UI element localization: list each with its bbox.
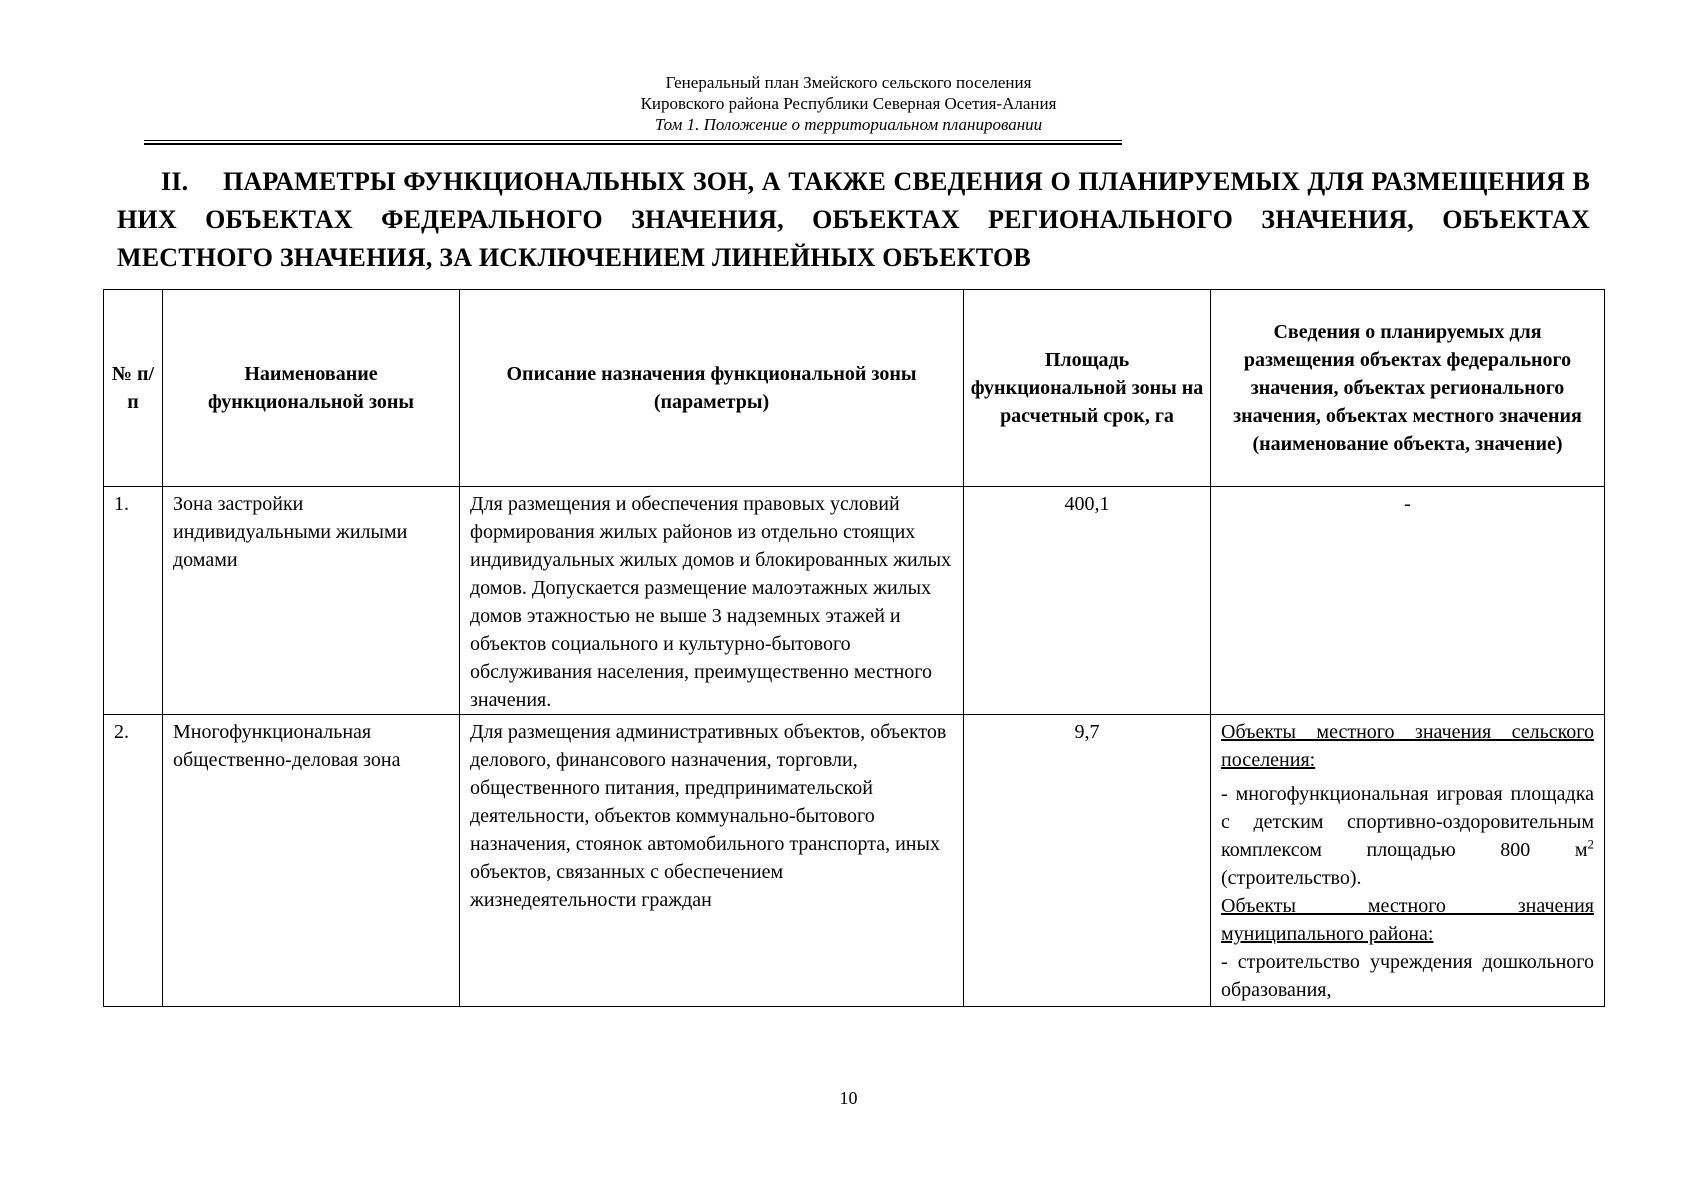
objects-item-preschool: - строительство учреждения дошкольного образования,: [1221, 951, 1594, 1001]
page-number: 10: [839, 1088, 858, 1108]
row-description: Для размещения административных объектов, объектов делового, финансового назначения, торговли, общественного питания, предпринимательской деятельности, объектов коммунально-бытового назначения, стоянок автомобильного транспорта, иных объектов, связанных с обеспечением жизнедеятельности граждан: [460, 715, 964, 1007]
running-header: [0, 72, 1697, 135]
table-row: [104, 715, 1605, 1007]
section-title: [117, 163, 1590, 277]
objects-item-playground: - многофункциональная игровая площадка с детским спортивно-оздоровительным комплексом площадью 800 $м^2$ (строительство).: [1221, 783, 1594, 889]
header-rule: [144, 140, 1122, 145]
running-header-line-2: Кировского района Республики Северная Осетия-Алания: [640, 94, 1057, 113]
table-header-row: [104, 290, 1605, 487]
running-header-line-3: Том 1. Положение о территориальном планировании: [654, 115, 1043, 134]
section-title-text: ПАРАМЕТРЫ ФУНКЦИОНАЛЬНЫХ ЗОН, А ТАКЖЕ СВЕДЕНИЯ О ПЛАНИРУЕМЫХ ДЛЯ РАЗМЕЩЕНИЯ В НИХ ОБЪЕКТАХ ФЕДЕРАЛЬНОГО ЗНАЧЕНИЯ, ОБЪЕКТАХ РЕГИОНАЛЬНОГО ЗНАЧЕНИЯ, ОБЪЕКТАХ МЕСТНОГО ЗНАЧЕНИЯ, ЗА ИСКЛЮЧЕНИЕМ ЛИНЕЙНЫХ ОБЪЕКТОВ: [117, 167, 1590, 272]
table-row: [104, 487, 1605, 715]
row-zone-name: Зона застройки индивидуальными жилыми домами: [163, 487, 460, 715]
header-area: Площадь функциональной зоны на расчетный срок, га: [964, 290, 1211, 487]
row-num: 1.: [104, 487, 163, 715]
header-zone-name: Наименование функциональной зоны: [163, 290, 460, 487]
row-area: 9,7: [964, 715, 1211, 1007]
objects-heading-district: Объекты местного значения муниципального района:: [1221, 895, 1594, 945]
row-objects: -: [1211, 487, 1605, 715]
row-objects: [1211, 715, 1605, 1007]
running-header-line-1: Генеральный план Змейского сельского поселения: [665, 73, 1032, 92]
header-num: № п/п: [104, 290, 163, 487]
objects-heading-settlement: Объекты местного значения сельского поселения:: [1221, 721, 1594, 771]
header-description: Описание назначения функциональной зоны (параметры): [460, 290, 964, 487]
row-description: Для размещения и обеспечения правовых условий формирования жилых районов из отдельно стоящих индивидуальных жилых домов и блокированных жилых домов. Допускается размещение малоэтажных жилых домов этажностью не выше 3 надземных этажей и объектов социального и культурно-бытового обслуживания населения, преимущественно местного значения.: [460, 487, 964, 715]
section-number: II.: [161, 167, 189, 196]
row-area: 400,1: [964, 487, 1211, 715]
functional-zones-table: [103, 289, 1605, 1007]
header-objects: Сведения о планируемых для размещения объектах федерального значения, объектах регионального значения, объектах местного значения (наименование объекта, значение): [1211, 290, 1605, 487]
row-num: 2.: [104, 715, 163, 1007]
row-zone-name: Многофункциональная общественно-деловая зона: [163, 715, 460, 1007]
